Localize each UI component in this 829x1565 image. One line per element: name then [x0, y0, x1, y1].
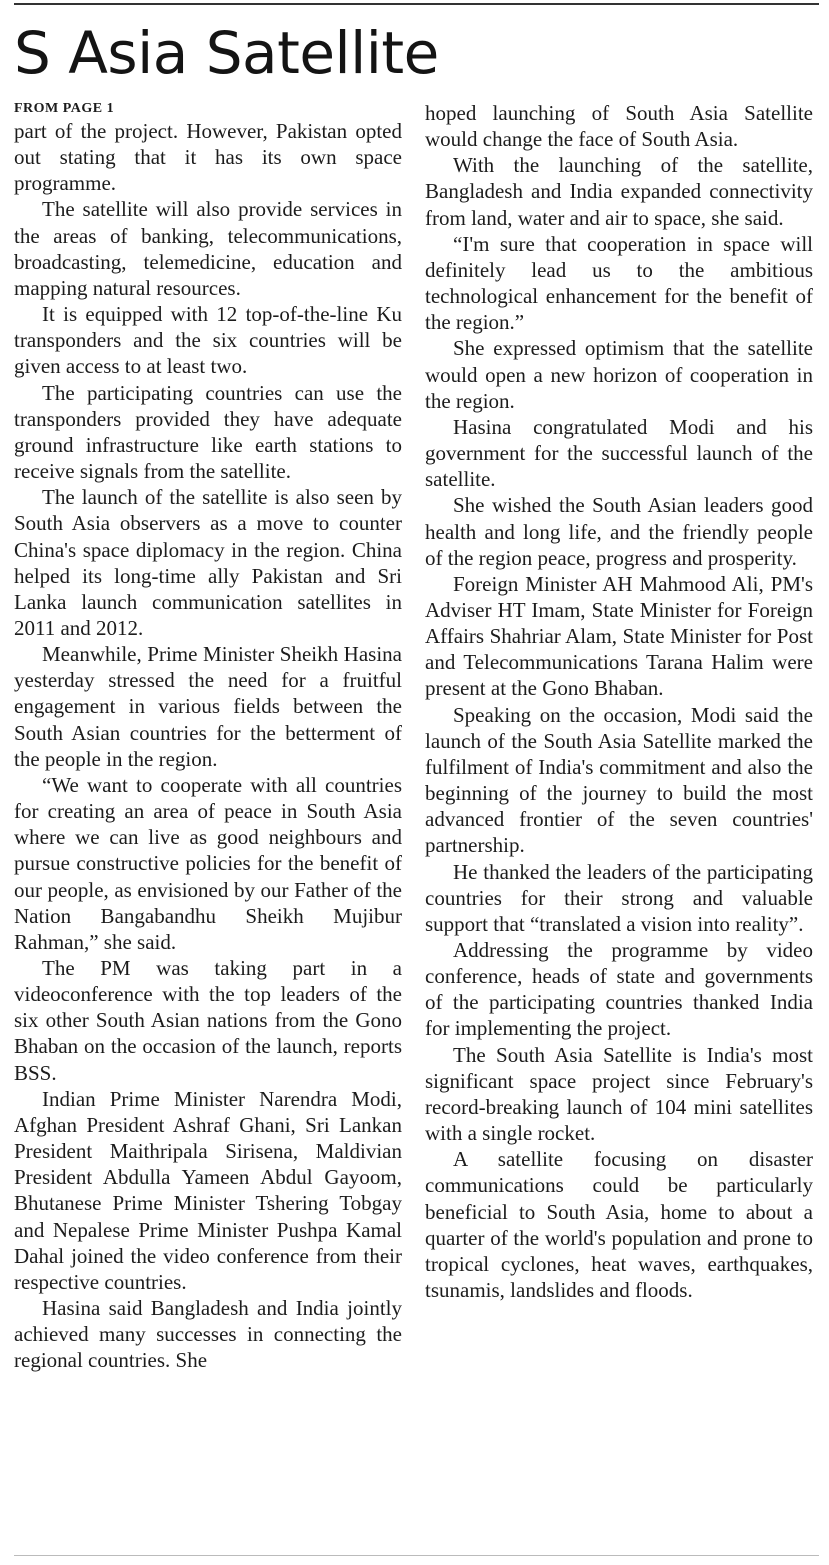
paragraph: The satellite will also provide services in the areas of banking, telecommunications, broadcasting, telemedicine, education and mapping natural resources. [14, 197, 402, 300]
paragraph: Meanwhile, Prime Minister Sheikh Hasina yesterday stressed the need for a fruitful engagement in various fields between the South Asian countries for the betterment of the people in the region. [14, 642, 402, 771]
paragraph: Speaking on the occasion, Modi said the launch of the South Asia Satellite marked the fulfilment of India's commitment and also the beginning of the journey to build the most advanced frontier of the seven countries' partnership. [425, 702, 813, 858]
paragraph: part of the project. However, Pakistan opted out stating that it has its own space programme. [14, 119, 402, 196]
paragraph: Foreign Minister AH Mahmood Ali, PM's Adviser HT Imam, State Minister for Foreign Affairs Shahriar Alam, State Minister for Post and Telecommunications Tarana Halim were present at the Gono Bhaban. [425, 571, 813, 701]
paragraph: She wished the South Asian leaders good health and long life, and the friendly people of the region peace, progress and prosperity. [425, 493, 813, 570]
paragraph: Hasina congratulated Modi and his government for the successful launch of the satellite. [425, 414, 813, 492]
paragraph: The PM was taking part in a videoconference with the top leaders of the six other South Asian nations from the Gono Bhaban on the occasion of the launch, reports BSS. [14, 956, 402, 1085]
paragraph: With the launching of the satellite, Bangladesh and India expanded connectivity from land, water and air to space, she said. [425, 153, 813, 230]
left-column [14, 100, 402, 1374]
paragraph: It is equipped with 12 top-of-the-line Ku transponders and the six countries will be given access to at least two. [14, 302, 402, 379]
paragraph: “I'm sure that cooperation in space will definitely lead us to the ambitious technological enhancement for the benefit of the region.” [425, 231, 813, 335]
jump-label: FROM PAGE 1 [14, 101, 115, 116]
top-rule [14, 3, 819, 5]
headline: S Asia Satellite [14, 19, 439, 87]
paragraph: The launch of the satellite is also seen by South Asia observers as a move to counter China's space diplomacy in the region. China helped its long-time ally Pakistan and Sri Lanka launch communication satellites in 2011 and 2012. [14, 485, 402, 640]
paragraph: hoped launching of South Asia Satellite would change the face of South Asia. [425, 101, 813, 152]
bottom-rule [14, 1555, 819, 1556]
paragraph: Addressing the programme by video conference, heads of state and governments of the participating countries thanked India for implementing the project. [425, 938, 813, 1041]
paragraph: A satellite focusing on disaster communications could be particularly beneficial to South Asia, home to about a quarter of the world's population and prone to tropical cyclones, heat waves, earthquakes, tsunamis, landslides and floods. [425, 1147, 813, 1303]
paragraph: She expressed optimism that the satellite would open a new horizon of cooperation in the region. [425, 336, 813, 413]
paragraph: “We want to cooperate with all countries for creating an area of peace in South Asia where we can live as good neighbours and pursue constructive policies for the benefit of our people, as envisioned by our Father of the Nation Bangabandhu Sheikh Mujibur Rahman,” she said. [14, 772, 402, 954]
right-column [425, 100, 813, 1303]
paragraph: Hasina said Bangladesh and India jointly achieved many successes in connecting the regional countries. She [14, 1296, 402, 1373]
paragraph: The participating countries can use the transponders provided they have adequate ground infrastructure like earth stations to receive signals from the satellite. [14, 380, 402, 484]
paragraph: He thanked the leaders of the participating countries for their strong and valuable support that “translated a vision into reality”. [425, 859, 813, 936]
paragraph: The South Asia Satellite is India's most significant space project since February's record-breaking launch of 104 mini satellites with a single rocket. [425, 1042, 813, 1146]
paragraph: Indian Prime Minister Narendra Modi, Afghan President Ashraf Ghani, Sri Lankan President Maithripala Sirisena, Maldivian President Abdulla Yameen Abdul Gayoom, Bhutanese Prime Minister Tshering Tobgay and Nepalese Prime Minister Pushpa Kamal Dahal joined the video conference from their respective countries. [14, 1086, 402, 1294]
